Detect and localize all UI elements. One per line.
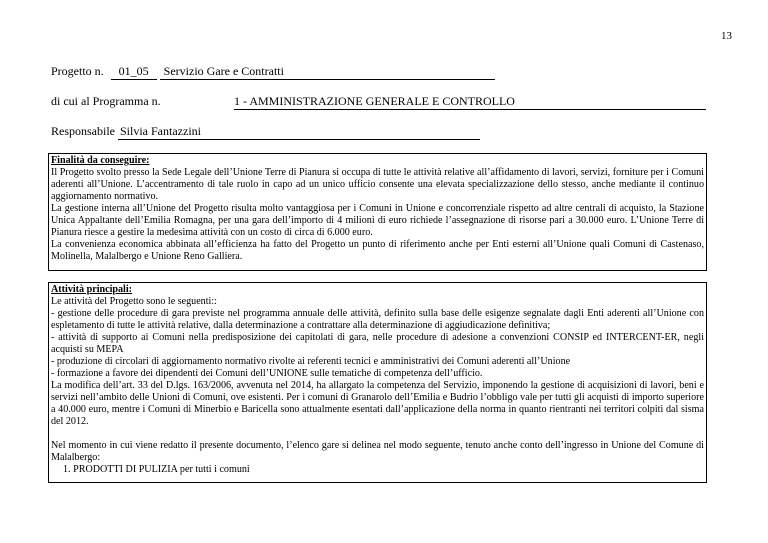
- finalita-title: Finalità da conseguire:: [51, 155, 150, 166]
- attivita-item-1: - gestione delle procedure di gara previste nel programma annuale delle attività, definito sulla base delle esigenze segnalate dagli Enti aderenti all’Unione con espletamento di tutte le attività relative, dalla determinazione a contrattare alla determinazione di aggiudicazione definitiva;: [51, 308, 704, 331]
- finalita-paragraph-2: La gestione interna all’Unione del Progetto risulta molto vantaggiosa per i Comuni in Unione e concorrenziale rispetto ad altre centrali di acquisto, la Stazione Unica Appaltante dell’Emilia Romagna, per una gara dell’importo di 4 milioni di euro richiede l’assegnazione di risorse pari a 30.000 euro. L’Unione Terre di Pianura riesce a gestire la medesima attività con un costo di circa di 6.000 euro.: [51, 203, 704, 238]
- responsabile-row: [51, 124, 480, 140]
- list-item: 1. PRODOTTI DI PULIZIA per tutti i comuni: [63, 464, 250, 475]
- paragraph-gap: [51, 428, 704, 440]
- attivita-elenco-paragraph: Nel momento in cui viene redatto il presente documento, l’elenco gare si delinea nel modo seguente, tenuto anche conto dell’ingresso in Unione del Comune di Malalbergo:: [51, 440, 704, 463]
- progetto-label: Progetto n.: [51, 64, 104, 78]
- programma-label: di cui al Programma n.: [51, 94, 161, 108]
- programma-value: 1 - AMMINISTRAZIONE GENERALE E CONTROLLO: [234, 94, 706, 110]
- attivita-intro: Le attività del Progetto sono le seguenti::: [51, 296, 217, 307]
- progetto-row: [51, 64, 495, 80]
- responsabile-label: Responsabile: [51, 124, 115, 138]
- attivita-title: Attività principali:: [51, 284, 133, 295]
- responsabile-value: Silvia Fantazzini: [118, 124, 480, 140]
- progetto-name: Servizio Gare e Contratti: [160, 64, 495, 80]
- finalita-paragraph-3: La convenienza economica abbinata all’efficienza ha fatto del Progetto un punto di riferimento anche per Enti esterni all’Unione quali Comuni di Castenaso, Molinella, Malalbergo e Unione Reno Galliera.: [51, 239, 704, 262]
- finalita-box: [48, 153, 707, 271]
- attivita-item-4: - formazione a favore dei dipendenti dei Comuni dell’UNIONE sulle tematiche di competenza dell’ufficio.: [51, 368, 483, 379]
- page-number: 13: [721, 30, 732, 42]
- progetto-number: 01_05: [111, 64, 157, 80]
- attivita-item-2: - attività di supporto ai Comuni nella predisposizione dei capitolati di gara, nelle procedure di adesione a convenzioni CONSIP ed INTERCENT-ER, negli acquisti su MEPA: [51, 332, 704, 355]
- programma-row: [51, 94, 706, 109]
- attivita-box: [48, 282, 707, 483]
- finalita-paragraph-1: Il Progetto svolto presso la Sede Legale dell’Unione Terre di Pianura si occupa di tutte le attività relative all’affidamento di lavori, servizi, forniture per i Comuni aderenti all’Unione. L’accentramento di tale ruolo in capo ad un unico ufficio consente una elevata specializzazione dello stesso, anche mediante il continuo aggiornamento normativo.: [51, 167, 704, 202]
- attivita-modifica-paragraph: La modifica dell’art. 33 del D.lgs. 163/2006, avvenuta nel 2014, ha allargato la competenza del Servizio, imponendo la gestione di acquisizioni di lavori, beni e servizi nell’ambito delle Unioni di Comuni, ove esistenti. Per i comuni di Granarolo dell’Emilia e Budrio l’obbligo vale per tutti gli acquisti di importo superiore a 40.000 euro, mentre i Comuni di Minerbio e Baricella sono attualmente esentati dall’applicazione della norma in quanto rientranti nei territori colpiti dal sisma del 2012.: [51, 380, 704, 427]
- attivita-item-3: - produzione di circolari di aggiornamento normativo rivolte ai referenti tecnici e amministrativi dei Comuni aderenti all’Unione: [51, 356, 571, 367]
